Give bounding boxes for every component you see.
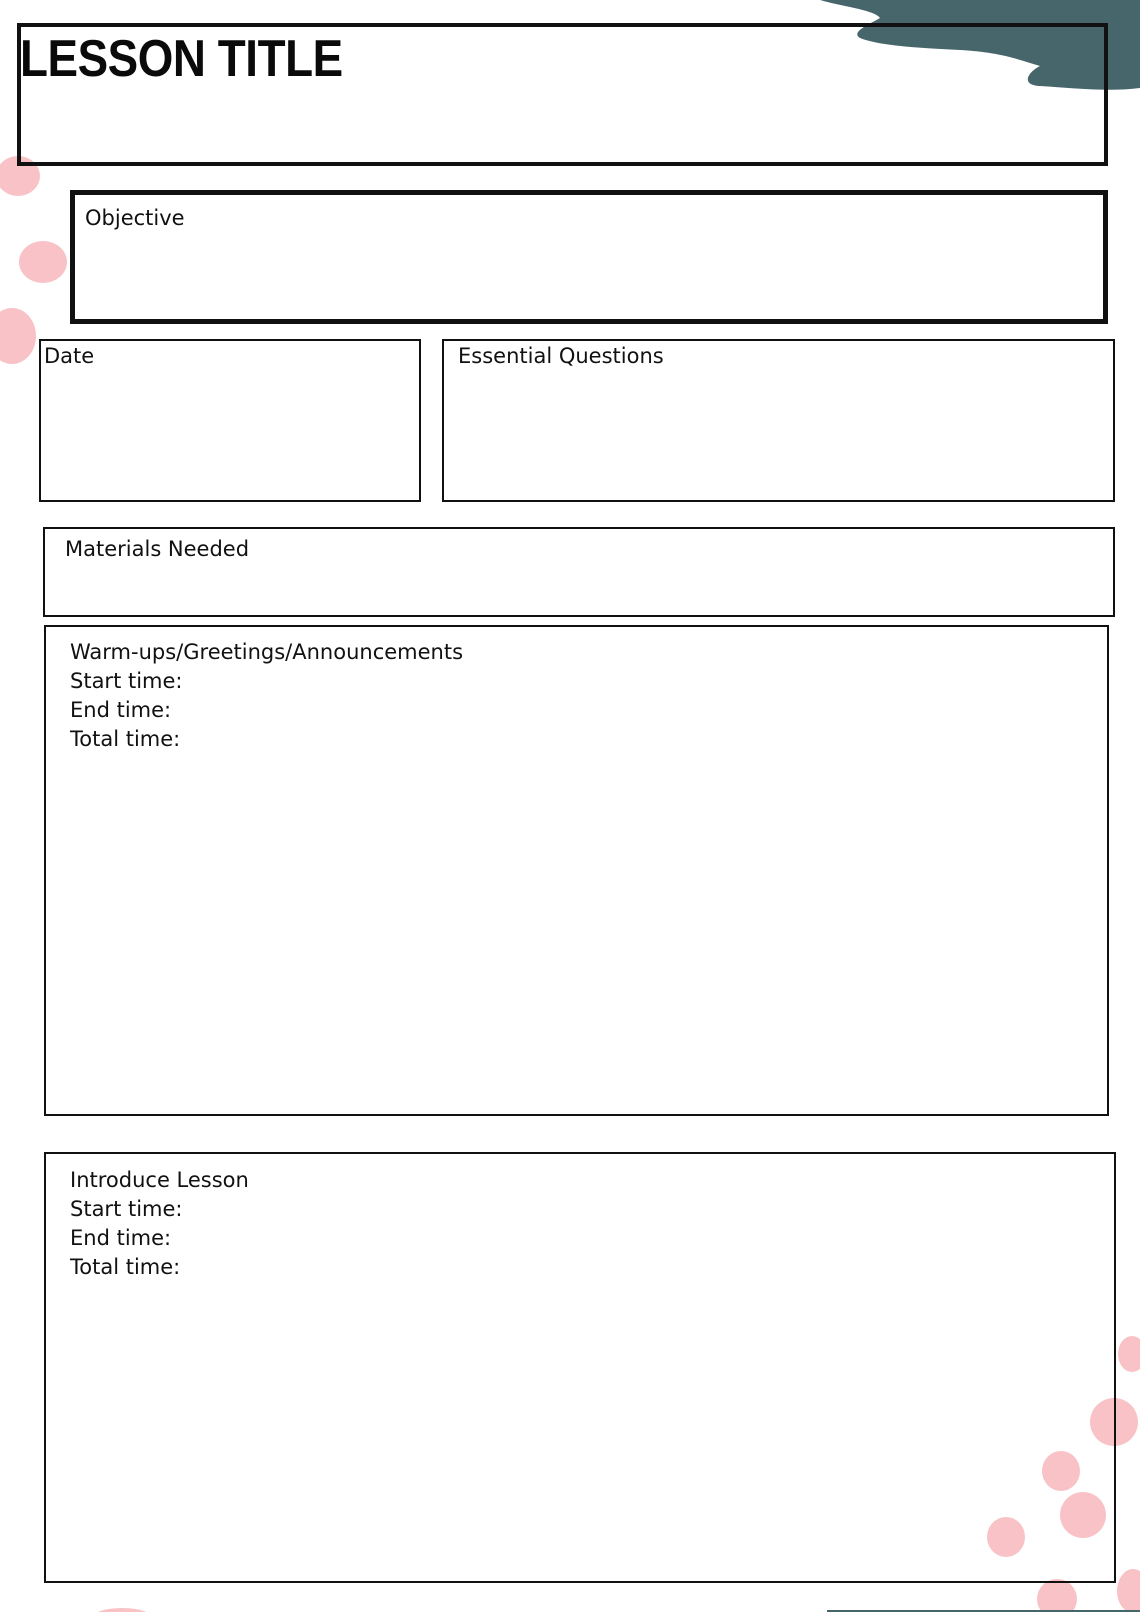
introduce-end-time: End time: xyxy=(70,1226,172,1250)
objective-label: Objective xyxy=(85,206,185,230)
introduce-total-time: Total time: xyxy=(70,1255,181,1279)
introduce-start-time: Start time: xyxy=(70,1197,183,1221)
date-label: Date xyxy=(44,344,95,368)
warmup-heading: Warm-ups/Greetings/Announcements xyxy=(70,640,464,664)
objective-box[interactable] xyxy=(70,190,1108,324)
materials-needed-label: Materials Needed xyxy=(65,537,250,561)
date-box[interactable] xyxy=(39,339,421,502)
warmup-text xyxy=(70,638,463,754)
warmup-start-time: Start time: xyxy=(70,669,183,693)
introduce-text xyxy=(70,1166,249,1282)
warmup-total-time: Total time: xyxy=(70,727,181,751)
lesson-title: LESSON TITLE xyxy=(20,30,343,88)
warmup-end-time: End time: xyxy=(70,698,172,722)
introduce-heading: Introduce Lesson xyxy=(70,1168,249,1192)
essential-questions-label: Essential Questions xyxy=(458,344,664,368)
